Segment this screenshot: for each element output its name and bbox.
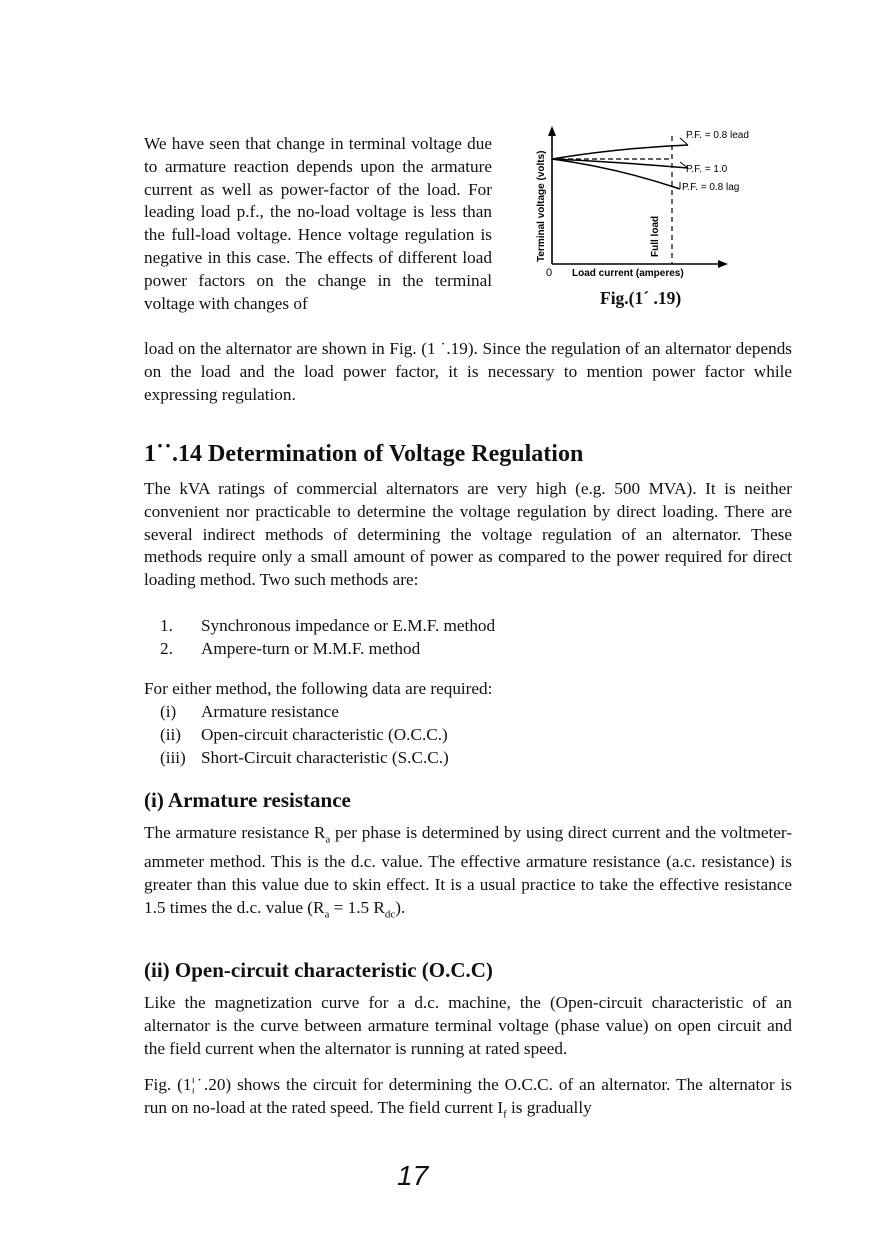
occ-circuit-paragraph: Fig. (1¦˙.20) shows the circuit for determining the O.C.C. of an alternator. The alternator is run on no-load at the rated speed. The field current $I_f$ is gradually bbox=[144, 1075, 792, 1121]
x-axis-label: Load current (amperes) bbox=[572, 268, 684, 279]
armature-paragraph: The armature resistance $R_a$ per phase is determined by using direct current and the voltmeter-ammeter method. This is the d.c. value. The effective armature resistance (a.c. resistance) is greater than this value due to skin effect. It is a usual practice to take the effective resistance 1.5 times the d.c. value ($R_a = 1.5$ $R_{dc}$). bbox=[144, 823, 792, 921]
data-required-intro: For either method, the following data are required: bbox=[144, 679, 493, 698]
intro-paragraph: We have seen that change in terminal voltage due to armature reaction depends upon the armature current as well as power-factor of the load. For leading load p.f., the no-load voltage is less than the full-load voltage. Hence voltage regulation is negative in this case. The effects of different load power factors on the change in the terminal voltage with changes of bbox=[144, 134, 492, 313]
page-number: 17 bbox=[397, 1160, 429, 1191]
full-load-label: Full load bbox=[650, 215, 661, 257]
figure-caption: Fig.(1ˊ .19) bbox=[600, 288, 682, 308]
list-item: 1. Synchronous impedance or E.M.F. method bbox=[160, 616, 496, 635]
methods-list bbox=[160, 615, 495, 661]
list-item: 2. Ampere-turn or M.M.F. method bbox=[160, 638, 421, 658]
section-heading: 1˙˙.14 Determination of Voltage Regulation bbox=[144, 441, 584, 467]
occ-paragraph: Like the magnetization curve for a d.c. machine, the (Open-circuit characteristic of an alternator is the curve between armature terminal voltage (phase value) on open circuit and the field current when the alternator is running at rated speed. bbox=[144, 993, 792, 1058]
curve-lead bbox=[552, 145, 688, 159]
curve-label-lag: P.F. = 0.8 lag bbox=[682, 182, 740, 193]
y-axis-arrow bbox=[548, 126, 556, 136]
y-axis-label: Terminal voltage (volts) bbox=[536, 150, 547, 262]
origin-label: 0 bbox=[546, 267, 553, 279]
list-item: (i) Armature resistance bbox=[160, 702, 339, 721]
occ-heading: (ii) Open-circuit characteristic (O.C.C) bbox=[144, 958, 493, 982]
curve-label-unity: P.F. = 1.0 bbox=[686, 164, 728, 175]
armature-heading: (i) Armature resistance bbox=[144, 788, 351, 812]
curve-lag bbox=[552, 159, 680, 189]
list-item: (iii) Short-Circuit characteristic (S.C.C.) bbox=[160, 747, 449, 767]
regulation-figure bbox=[508, 112, 778, 282]
section-paragraph: The kVA ratings of commercial alternators are very high (e.g. 500 MVA). It is neither convenient nor practicable to determine the voltage regulation by direct loading. There are several indirect methods of determining the voltage regulation of an alternator. These methods require only a small amount of power as compared to the power required for direct loading method. Two such methods are: bbox=[144, 479, 792, 590]
intro-continuation: load on the alternator are shown in Fig. (1 ˙.19). Since the regulation of an alternator depends on the load and the load power factor, it is necessary to mention power factor while expressing regulation. bbox=[144, 339, 792, 404]
data-required-list bbox=[160, 701, 449, 769]
list-item: (ii) Open-circuit characteristic (O.C.C.) bbox=[160, 724, 448, 744]
x-axis-arrow bbox=[718, 260, 728, 268]
curve-label-lead: P.F. = 0.8 lead bbox=[686, 130, 749, 141]
curve-unity bbox=[552, 159, 688, 168]
